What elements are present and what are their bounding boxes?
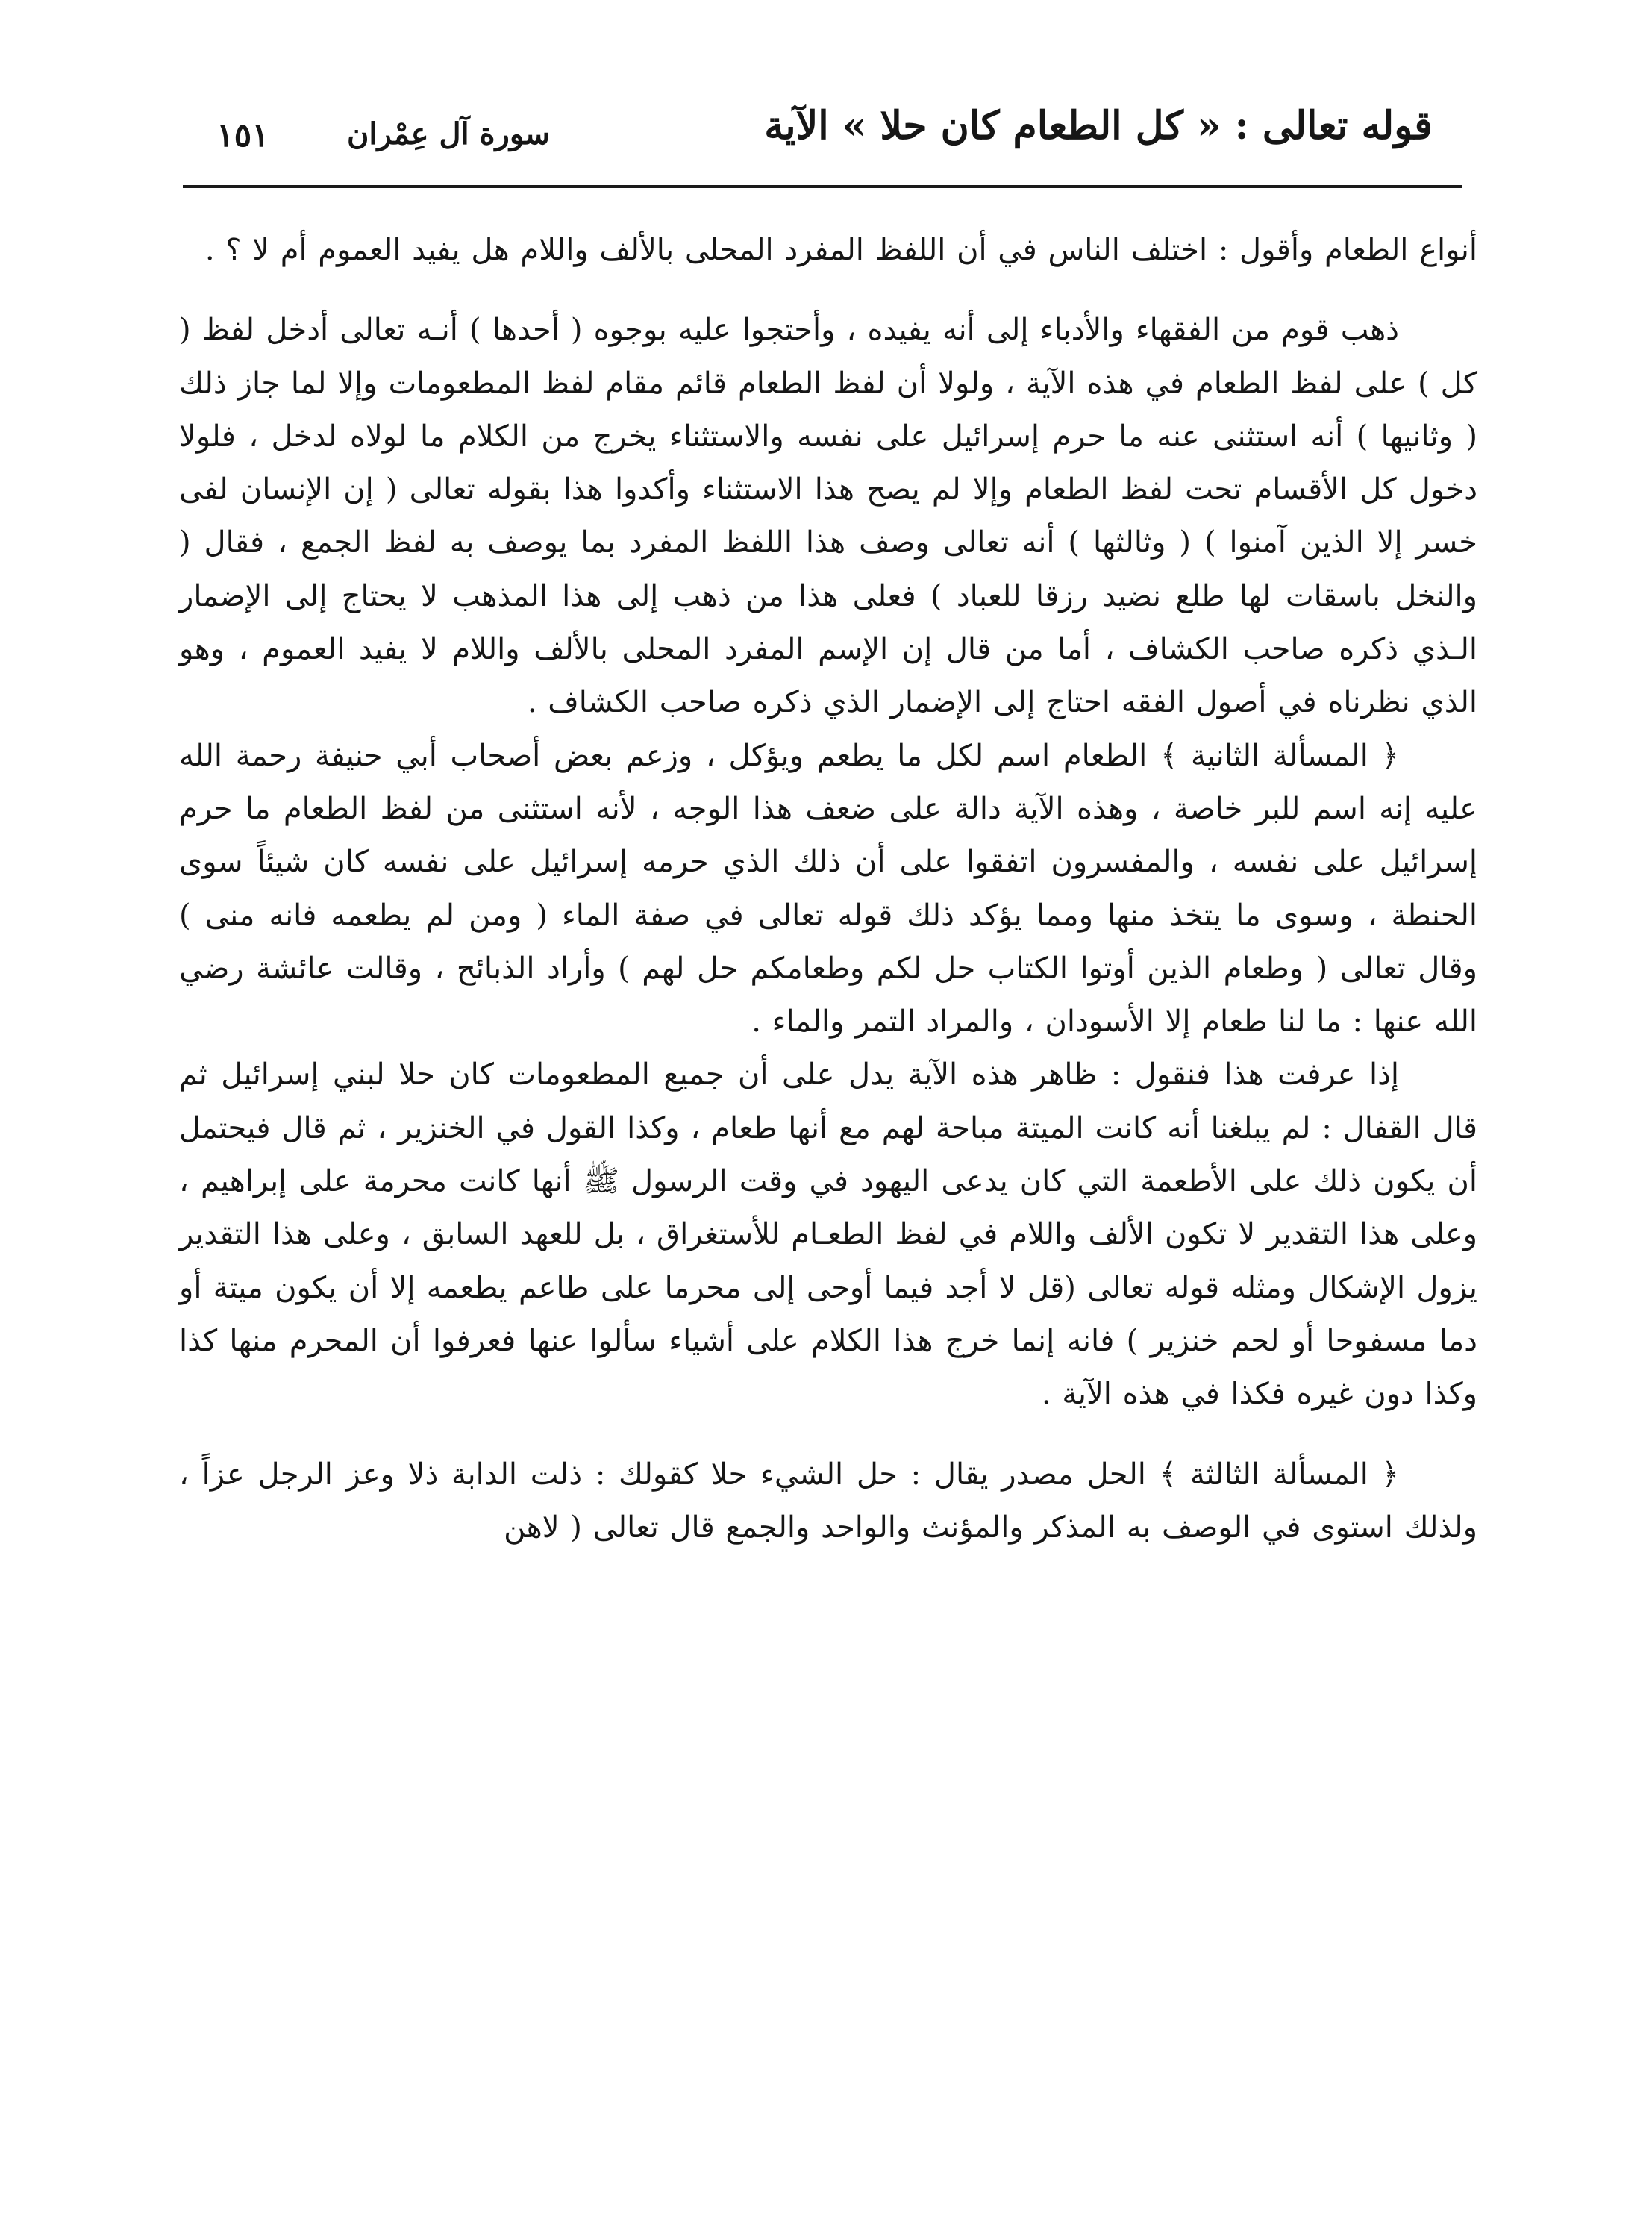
page-body (179, 224, 1477, 2179)
header-title: قوله تعالى : « كل الطعام كان حلا » الآية (764, 103, 1433, 148)
paragraph-2: ذهب قوم من الفقهاء والأدباء إلى أنه يفيده ، وأحتجوا عليه بوجوه ( أحدها ) أنـه تعالى أدخل لفظ ( كل ) على لفظ الطعام في هذه الآية ، ولولا أن لفظ الطعام قائم مقام لفظ المطعومات وإلا لما جاز ذلك ( وثانيها ) أنه استثنى عنه ما حرم إسرائيل على نفسه والاستثناء يخرج من الكلام ما لولاه لدخل ، فلولا دخول كل الأقسام تحت لفظ الطعام وإلا لم يصح هذا الاستثناء وأكدوا هذا بقوله تعالى ( إن الإنسان لفى خسر إلا الذين آمنوا ) ( وثالثها ) أنه تعالى وصف هذا اللفظ المفرد بما يوصف به لفظ الجمع ، فقال ( والنخل باسقات لها طلع نضيد رزقا للعباد ) فعلى هذا من ذهب إلى هذا المذهب لا يحتاج إلى الإضمار الـذي ذكره صاحب الكشاف ، أما من قال إن الإسم المفرد المحلى بالألف واللام لا يفيد العموم ، وهو الذي نظرناه في أصول الفقه احتاج إلى الإضمار الذي ذكره صاحب الكشاف . (179, 313, 1478, 720)
paragraph-3: ﴿ المسألة الثانية ﴾ الطعام اسم لكل ما يطعم ويؤكل ، وزعم بعض أصحاب أبي حنيفة رحمة الله عليه إنه اسم للبر خاصة ، وهذه الآية دالة على ضعف هذا الوجه ، لأنه استثنى من لفظ الطعام ما حرم إسرائيل على نفسه ، والمفسرون اتفقوا على أن ذلك الذي حرمه إسرائيل على نفسه كان شيئاً سوى الحنطة ، وسوى ما يتخذ منها ومما يؤكد ذلك قوله تعالى في صفة الماء ( ومن لم يطعمه فانه منى ) وقال تعالى ( وطعام الذين أوتوا الكتاب حل لكم وطعامكم حل لهم ) وأراد الذبائح ، وقالت عائشة رضي الله عنها : ما لنا طعام إلا الأسودان ، والمراد التمر والماء . (179, 738, 1477, 1039)
paragraph-5: ﴿ المسألة الثالثة ﴾ الحل مصدر يقال : حل الشيء حلا كقولك : ذلت الدابة ذلا وعز الرجل عزاً ، ولذلك استوى في الوصف به المذكر والمؤنث والواحد والجمع قال تعالى ( لاهن (179, 1457, 1477, 1545)
paragraph-4: إذا عرفت هذا فنقول : ظاهر هذه الآية يدل على أن جميع المطعومات كان حلا لبني إسرائيل ثم قال القفال : لم يبلغنا أنه كانت الميتة مباحة لهم مع أنها طعام ، وكذا القول في الخنزير ، ثم قال فيحتمل أن يكون ذلك على الأطعمة التي كان يدعى اليهود في وقت الرسول ﷺ أنها كانت محرمة على إبراهيم ، وعلى هذا التقدير لا تكون الألف واللام في لفظ الطعـام للأستغراق ، بل للعهد السابق ، وعلى هذا التقدير يزول الإشكال ومثله قوله تعالى (قل لا أجد فيما أوحى إلى محرما على طاعم يطعمه إلا أن يكون ميتة أو دما مسفوحا أو لحم خنزير ) فانه إنما خرج هذا الكلام على أشياء سألوا عنها فعرفوا أن المحرم منها كذا وكذا دون غيره فكذا في هذه الآية . (179, 1057, 1478, 1412)
paragraph-1: أنواع الطعام وأقول : اختلف الناس في أن اللفظ المفرد المحلى بالألف واللام هل يفيد العموم أم لا ؟ . (204, 233, 1477, 267)
header-surah-name: سورة آل عِمْران (347, 116, 551, 151)
running-header (216, 97, 1433, 179)
page-number: ١٥١ (216, 116, 269, 154)
header-rule (183, 185, 1462, 188)
